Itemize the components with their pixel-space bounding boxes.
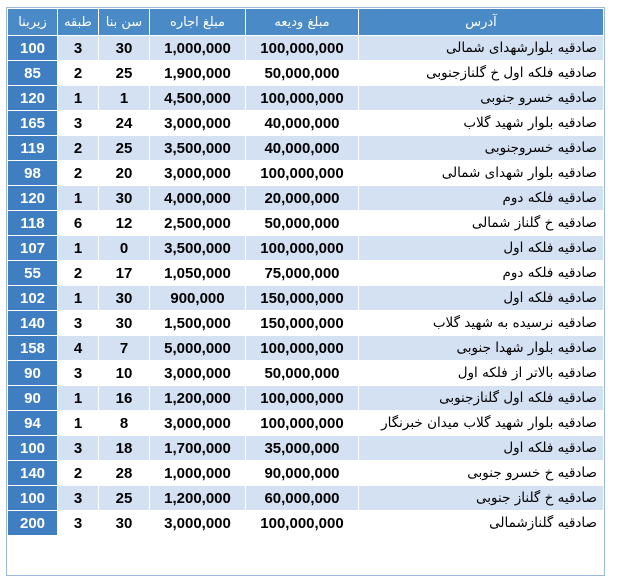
- listing-table-container: [7, 8, 603, 536]
- cell-deposit: 50,000,000: [246, 61, 359, 86]
- table-row: [8, 136, 604, 161]
- cell-floor: 1: [58, 236, 99, 261]
- cell-rent: 1,700,000: [150, 436, 246, 461]
- cell-rent: 1,900,000: [150, 61, 246, 86]
- cell-deposit: 40,000,000: [246, 136, 359, 161]
- cell-floor: 2: [58, 261, 99, 286]
- cell-rent: 3,500,000: [150, 136, 246, 161]
- cell-address: صادقیه گلنازشمالی: [359, 511, 604, 536]
- cell-deposit: 100,000,000: [246, 86, 359, 111]
- cell-address: صادقیه فلکه دوم: [359, 186, 604, 211]
- table-row: [8, 461, 604, 486]
- table-row: [8, 486, 604, 511]
- cell-deposit: 100,000,000: [246, 336, 359, 361]
- cell-area: 85: [8, 61, 58, 86]
- header-floor: طبقه: [58, 9, 99, 36]
- cell-floor: 4: [58, 336, 99, 361]
- cell-age: 10: [99, 361, 150, 386]
- cell-rent: 3,000,000: [150, 511, 246, 536]
- cell-age: 30: [99, 511, 150, 536]
- cell-rent: 1,050,000: [150, 261, 246, 286]
- cell-deposit: 100,000,000: [246, 161, 359, 186]
- cell-age: 16: [99, 386, 150, 411]
- cell-area: 107: [8, 236, 58, 261]
- cell-age: 7: [99, 336, 150, 361]
- cell-area: 200: [8, 511, 58, 536]
- cell-rent: 4,000,000: [150, 186, 246, 211]
- table-header-row: [8, 9, 604, 36]
- cell-age: 30: [99, 286, 150, 311]
- cell-deposit: 100,000,000: [246, 36, 359, 61]
- header-address: آدرس: [359, 9, 604, 36]
- cell-age: 12: [99, 211, 150, 236]
- cell-rent: 1,500,000: [150, 311, 246, 336]
- cell-area: 100: [8, 36, 58, 61]
- cell-deposit: 150,000,000: [246, 286, 359, 311]
- cell-rent: 1,000,000: [150, 36, 246, 61]
- cell-area: 55: [8, 261, 58, 286]
- cell-area: 120: [8, 86, 58, 111]
- cell-age: 25: [99, 136, 150, 161]
- cell-age: 25: [99, 61, 150, 86]
- cell-deposit: 100,000,000: [246, 411, 359, 436]
- table-row: [8, 36, 604, 61]
- header-area: زیربنا: [8, 9, 58, 36]
- cell-rent: 900,000: [150, 286, 246, 311]
- cell-address: صادقیه فلکه اول گلنازجنوبی: [359, 386, 604, 411]
- cell-area: 90: [8, 386, 58, 411]
- cell-deposit: 100,000,000: [246, 511, 359, 536]
- cell-age: 20: [99, 161, 150, 186]
- cell-address: صادقیه فلکه اول: [359, 236, 604, 261]
- table-row: [8, 261, 604, 286]
- cell-address: صادقیه بلوار شهدا جنوبی: [359, 336, 604, 361]
- cell-area: 100: [8, 436, 58, 461]
- cell-deposit: 40,000,000: [246, 111, 359, 136]
- table-row: [8, 286, 604, 311]
- cell-age: 30: [99, 36, 150, 61]
- cell-area: 94: [8, 411, 58, 436]
- cell-age: 18: [99, 436, 150, 461]
- cell-floor: 2: [58, 161, 99, 186]
- cell-floor: 2: [58, 61, 99, 86]
- cell-age: 8: [99, 411, 150, 436]
- cell-age: 30: [99, 186, 150, 211]
- table-row: [8, 86, 604, 111]
- cell-deposit: 150,000,000: [246, 311, 359, 336]
- cell-address: صادقیه فلکه دوم: [359, 261, 604, 286]
- cell-floor: 1: [58, 386, 99, 411]
- cell-floor: 6: [58, 211, 99, 236]
- cell-deposit: 75,000,000: [246, 261, 359, 286]
- cell-floor: 3: [58, 311, 99, 336]
- cell-area: 158: [8, 336, 58, 361]
- cell-area: 140: [8, 461, 58, 486]
- cell-address: صادقیه نرسیده به شهید گلاب: [359, 311, 604, 336]
- table-row: [8, 436, 604, 461]
- table-row: [8, 411, 604, 436]
- cell-age: 0: [99, 236, 150, 261]
- rental-listings-table: [7, 8, 604, 536]
- table-row: [8, 161, 604, 186]
- cell-area: 102: [8, 286, 58, 311]
- cell-rent: 1,200,000: [150, 486, 246, 511]
- cell-rent: 1,000,000: [150, 461, 246, 486]
- cell-floor: 1: [58, 411, 99, 436]
- cell-age: 28: [99, 461, 150, 486]
- table-body: [8, 36, 604, 536]
- table-row: [8, 186, 604, 211]
- cell-address: صادقیه بلوارشهدای شمالی: [359, 36, 604, 61]
- cell-deposit: 100,000,000: [246, 386, 359, 411]
- cell-floor: 3: [58, 486, 99, 511]
- cell-floor: 1: [58, 86, 99, 111]
- cell-rent: 1,200,000: [150, 386, 246, 411]
- cell-age: 24: [99, 111, 150, 136]
- cell-floor: 3: [58, 511, 99, 536]
- cell-rent: 3,000,000: [150, 111, 246, 136]
- cell-rent: 3,000,000: [150, 161, 246, 186]
- cell-floor: 1: [58, 286, 99, 311]
- cell-area: 98: [8, 161, 58, 186]
- cell-address: صادقیه فلکه اول: [359, 286, 604, 311]
- cell-address: صادقیه خ گلناز شمالی: [359, 211, 604, 236]
- cell-deposit: 100,000,000: [246, 236, 359, 261]
- cell-floor: 3: [58, 111, 99, 136]
- table-row: [8, 336, 604, 361]
- cell-address: صادقیه بلوار شهدای شمالی: [359, 161, 604, 186]
- cell-rent: 2,500,000: [150, 211, 246, 236]
- cell-address: صادقیه بلوار شهید گلاب: [359, 111, 604, 136]
- table-row: [8, 211, 604, 236]
- cell-address: صادقیه خ خسرو جنوبی: [359, 461, 604, 486]
- cell-area: 140: [8, 311, 58, 336]
- cell-address: صادقیه خسرو جنوبی: [359, 86, 604, 111]
- cell-address: صادقیه بالاتر از فلکه اول: [359, 361, 604, 386]
- cell-floor: 1: [58, 186, 99, 211]
- cell-age: 1: [99, 86, 150, 111]
- cell-rent: 4,500,000: [150, 86, 246, 111]
- cell-address: صادقیه فلکه اول: [359, 436, 604, 461]
- cell-area: 90: [8, 361, 58, 386]
- cell-age: 17: [99, 261, 150, 286]
- cell-rent: 5,000,000: [150, 336, 246, 361]
- header-deposit: مبلغ ودیعه: [246, 9, 359, 36]
- table-row: [8, 236, 604, 261]
- cell-rent: 3,000,000: [150, 361, 246, 386]
- cell-address: صادقیه بلوار شهید گلاب میدان خبرنگار: [359, 411, 604, 436]
- cell-address: صادقیه فلکه اول خ گلنازجنوبی: [359, 61, 604, 86]
- table-row: [8, 111, 604, 136]
- cell-rent: 3,000,000: [150, 411, 246, 436]
- cell-address: صادقیه خسروجنوبی: [359, 136, 604, 161]
- table-row: [8, 511, 604, 536]
- cell-area: 119: [8, 136, 58, 161]
- table-row: [8, 61, 604, 86]
- cell-floor: 3: [58, 361, 99, 386]
- cell-floor: 2: [58, 461, 99, 486]
- cell-area: 118: [8, 211, 58, 236]
- cell-age: 25: [99, 486, 150, 511]
- table-row: [8, 311, 604, 336]
- header-age: سن بنا: [99, 9, 150, 36]
- cell-deposit: 20,000,000: [246, 186, 359, 211]
- table-row: [8, 361, 604, 386]
- cell-floor: 3: [58, 436, 99, 461]
- table-row: [8, 386, 604, 411]
- cell-deposit: 60,000,000: [246, 486, 359, 511]
- cell-area: 100: [8, 486, 58, 511]
- cell-area: 165: [8, 111, 58, 136]
- cell-deposit: 35,000,000: [246, 436, 359, 461]
- cell-deposit: 50,000,000: [246, 361, 359, 386]
- cell-area: 120: [8, 186, 58, 211]
- cell-address: صادقیه خ گلناز جنوبی: [359, 486, 604, 511]
- cell-rent: 3,500,000: [150, 236, 246, 261]
- cell-deposit: 90,000,000: [246, 461, 359, 486]
- cell-age: 30: [99, 311, 150, 336]
- header-rent: مبلغ اجاره: [150, 9, 246, 36]
- cell-floor: 3: [58, 36, 99, 61]
- cell-floor: 2: [58, 136, 99, 161]
- cell-deposit: 50,000,000: [246, 211, 359, 236]
